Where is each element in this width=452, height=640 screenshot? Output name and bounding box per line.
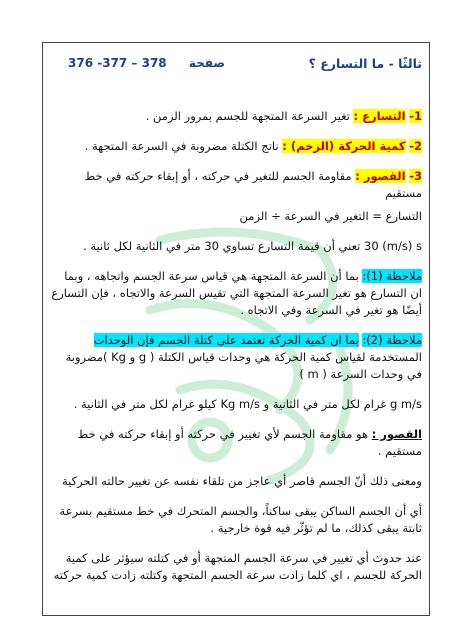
note-label: ملاحظة (1): [362,269,422,283]
formula-line: التسارع = التغير في السرعة ÷ الزمن [239,209,422,223]
example-text: تعني أن قيمة التسارع تساوي 30 متر في الثانية لكل ثانية . [83,239,361,253]
inertia-text: هو مقاومة الجسم لأي تغيير في حركته أو إبقاء حركته في خط مستقيم . [77,427,422,458]
units-line: g m/s غرام لكل متر في الثانية و Kg m/s كيلو غرام لكل متر في الثانية . [73,397,422,411]
definition-momentum [50,138,422,155]
definition-text: مقاومة الجسم للتغير في حركته ، أو إبقاء حركته في خط مستقيم [84,169,422,200]
inertia-definition [50,426,422,460]
paragraph: أي أن الجسم الساكن يبقى ساكناً، والجسم المتحرك في خط مستقيم بسرعة ثابتة يبقى كذلك، ما لم تؤثّر فيه قوة خارجية . [59,504,422,535]
definition-term: التسارع : [353,109,406,123]
page-reference [50,55,225,72]
paragraph: ومعنى ذلك أنّ الجسم قاصر أي عاجز من تلقاء نفسه عن تغيير حالته الحركية [61,474,422,488]
paragraph: عند حدوث أي تغيير في سرعة الجسم المتجهة أو في كتلته سيؤثر على كمية الحركة للجسم ، اي كلما زادت سرعة الجسم المتجهة وكتلته زادت كمية حركته [53,551,422,582]
note-2 [50,332,422,383]
definition-number: 1- [409,109,422,123]
section-title: ثالثًا - ما التسارع ؟ [308,55,422,71]
example-line [50,238,422,255]
note-highlighted-text: بما ان كمية الحركة تعتمد على كتلة الجسم فإن الوحدات [93,333,359,347]
note-text: بما أن السرعة المتجهة هي قياس سرعة الجسم واتجاهه ، وبما ان التسارع هو تغير السرعة المتجهة التي تقيس السرعة والاتجاه ، فإن التسارع أيضًا هو تغير في السرعة وفي الاتجاه . [51,269,422,317]
note-1 [50,268,422,319]
definition-text: تغير السرعة المتجهة للجسم بمرور الزمن . [145,109,350,123]
document-body [50,52,422,597]
inertia-term: القصور : [371,427,422,441]
page-label: صفحة [188,55,226,70]
definition-inertia [50,168,422,202]
definition-acceleration [50,108,422,125]
definition-term: كمية الحركة (الزخم) : [282,139,406,153]
title-row [50,52,422,74]
definition-text: ناتج الكتلة مضروبة في السرعة المتجهة . [84,139,279,153]
definition-number: 2- [409,139,422,153]
page-numbers: 376 -377 – 378 [68,55,167,70]
definition-number: 3- [409,169,422,183]
example-unit: 30 (m/s) s [364,239,422,253]
note-text: المستخدمة لقياس كمية الحركة هي وحدات قياس الكتلة ( g و Kg )مضروبة في وحدات السرعة ( m ) [65,350,422,381]
definition-term: القصور : [355,169,406,183]
note-label: ملاحظة (2): [362,333,422,347]
